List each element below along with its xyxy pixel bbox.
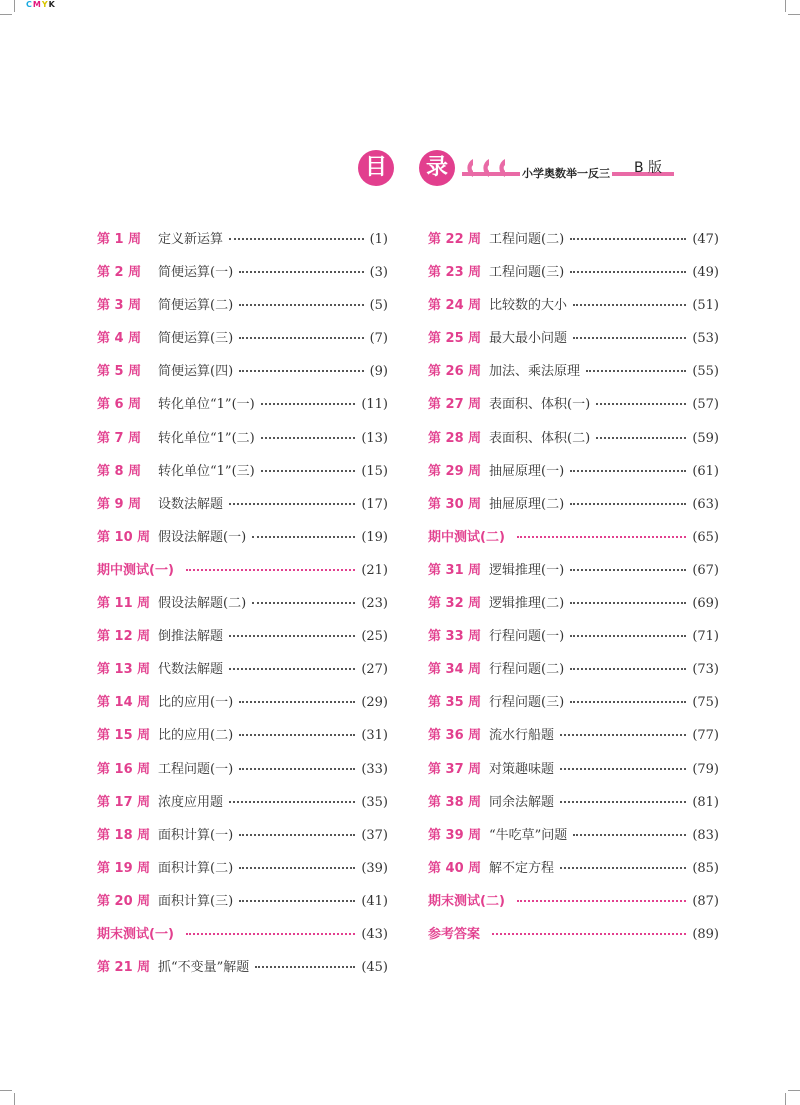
toc-entry[interactable] <box>97 857 388 890</box>
toc-entry-page: (77) <box>692 728 719 744</box>
toc-entry[interactable] <box>428 460 719 493</box>
toc-entry-label: 第 23 周 <box>428 265 482 281</box>
toc-entry-page: (13) <box>361 430 388 446</box>
toc-entry-title: 浓度应用题 <box>158 794 224 810</box>
toc-entry-label: 第 20 周 <box>97 893 151 909</box>
dot-leader <box>239 701 355 703</box>
toc-entry[interactable] <box>428 857 719 890</box>
dot-leader <box>239 867 355 869</box>
toc-entry-label: 第 15 周 <box>97 728 151 744</box>
toc-entry-title: 转化单位“1”(一) <box>158 397 255 413</box>
toc-entry[interactable] <box>428 228 719 261</box>
toc-entry-page: (85) <box>692 860 719 876</box>
toc-entry-page: (23) <box>361 596 388 612</box>
dot-leader <box>239 900 355 902</box>
dot-leader <box>239 337 363 339</box>
toc-entry-title: 面积计算(一) <box>158 827 234 843</box>
dot-leader <box>560 801 686 803</box>
toc-entry-title: 比的应用(二) <box>158 728 234 744</box>
toc-entry-label: 第 36 周 <box>428 728 482 744</box>
toc-entry-title: 抽屉原理(一) <box>489 463 565 479</box>
toc-entry-title: 同余法解题 <box>489 794 555 810</box>
toc-entry-page: (57) <box>692 397 719 413</box>
toc-entry[interactable] <box>97 526 388 559</box>
dot-leader <box>239 370 363 372</box>
toc-entry-title: 假设法解题(二) <box>158 596 247 612</box>
toc-entry[interactable] <box>97 824 388 857</box>
crop-mark <box>0 14 12 15</box>
toc-entry-page: (7) <box>369 331 388 347</box>
dot-leader <box>573 337 686 339</box>
toc-entry[interactable] <box>97 460 388 493</box>
toc-entry-label: 第 24 周 <box>428 298 482 314</box>
dot-leader <box>570 238 686 240</box>
toc-entry-title: 逻辑推理(二) <box>489 596 565 612</box>
toc-entry[interactable] <box>97 493 388 526</box>
toc-entry[interactable] <box>97 658 388 691</box>
dot-leader <box>252 602 355 604</box>
dot-leader <box>261 437 356 439</box>
toc-entry-title: 工程问题(三) <box>489 265 565 281</box>
dot-leader <box>239 834 355 836</box>
edition-label: B 版 <box>634 160 663 176</box>
toc-entry-page: (5) <box>369 298 388 314</box>
toc-entry-page: (87) <box>692 893 719 909</box>
dot-leader <box>570 470 686 472</box>
toc-entry-title: 面积计算(二) <box>158 860 234 876</box>
book-subtitle: 小学奥数举一反三 <box>522 167 610 180</box>
toc-entry-page: (49) <box>692 265 719 281</box>
toc-entry-label: 第 34 周 <box>428 662 482 678</box>
toc-entry-page: (47) <box>692 232 719 247</box>
toc-entry[interactable] <box>97 758 388 791</box>
toc-entry-title: 比的应用(一) <box>158 695 234 711</box>
toc-entry-label: 第 27 周 <box>428 397 482 413</box>
toc-entry-title: 逻辑推理(一) <box>489 562 565 578</box>
toc-entry[interactable] <box>428 691 719 724</box>
crop-mark <box>788 1090 800 1091</box>
dot-leader <box>229 635 355 637</box>
toc-entry-title: 定义新运算 <box>158 232 224 247</box>
toc-entry[interactable] <box>97 791 388 824</box>
toc-header <box>358 148 688 193</box>
toc-entry-label: 第 4 周 <box>97 331 142 347</box>
toc-entry[interactable] <box>428 294 719 327</box>
toc-entry-title: “牛吃草”问题 <box>489 827 568 843</box>
toc-entry-label: 期中测试(一) <box>97 562 174 578</box>
toc-entry[interactable] <box>428 724 719 757</box>
toc-entry[interactable] <box>428 592 719 625</box>
toc-entry-page: (19) <box>361 529 388 545</box>
toc-entry-label: 第 19 周 <box>97 860 151 876</box>
toc-entry-page: (65) <box>692 529 719 545</box>
toc-entry-label: 第 10 周 <box>97 529 151 545</box>
toc-entry-title: 简便运算(三) <box>158 331 234 347</box>
toc-entry-title: 工程问题(二) <box>489 232 565 247</box>
toc-entry-label: 第 31 周 <box>428 562 482 578</box>
toc-entry-label: 第 28 周 <box>428 430 482 446</box>
toc-entry-title: 对策趣味题 <box>489 761 555 777</box>
toc-entry-page: (81) <box>692 794 719 810</box>
toc-entry[interactable] <box>97 724 388 757</box>
dot-leader <box>186 933 355 935</box>
toc-entry[interactable] <box>97 393 388 426</box>
toc-entry-page: (27) <box>361 662 388 678</box>
toc-entry[interactable] <box>428 526 719 559</box>
toc-entry-label: 第 14 周 <box>97 695 151 711</box>
dot-leader <box>261 403 356 405</box>
dot-leader <box>229 668 355 670</box>
toc-entry-label: 第 8 周 <box>97 463 142 479</box>
dot-leader <box>570 271 686 273</box>
dot-leader <box>255 966 355 968</box>
toc-entry[interactable] <box>428 261 719 294</box>
toc-entry-page: (61) <box>692 463 719 479</box>
toc-entry-page: (9) <box>369 364 388 380</box>
toc-entry-page: (73) <box>692 662 719 678</box>
toc-entry[interactable] <box>97 559 388 592</box>
toc-entry-title: 行程问题(三) <box>489 695 565 711</box>
toc-entry[interactable] <box>428 824 719 857</box>
toc-entry-label: 第 18 周 <box>97 827 151 843</box>
dot-leader <box>560 768 686 770</box>
toc-entry[interactable] <box>97 327 388 360</box>
toc-entry-page: (63) <box>692 496 719 512</box>
toc-entry[interactable] <box>428 890 719 923</box>
toc-entry-title: 设数法解题 <box>158 496 224 512</box>
toc-entry[interactable] <box>97 360 388 393</box>
title-char-mu: 目 <box>358 150 394 186</box>
toc-entry-page: (55) <box>692 364 719 380</box>
toc-entry[interactable] <box>428 360 719 393</box>
toc-entry-title: 表面积、体积(一) <box>489 397 591 413</box>
toc-entry-title: 加法、乘法原理 <box>489 364 581 380</box>
toc-entry-page: (83) <box>692 827 719 843</box>
dot-leader <box>570 635 686 637</box>
dot-leader <box>560 734 686 736</box>
dot-leader <box>560 867 686 869</box>
toc-entry-label: 参考答案 <box>428 926 481 942</box>
toc-entry[interactable] <box>428 427 719 460</box>
toc-entry[interactable] <box>97 956 388 989</box>
toc-entry-label: 第 40 周 <box>428 860 482 876</box>
toc-entry-page: (37) <box>361 827 388 843</box>
toc-entry-page: (29) <box>361 695 388 711</box>
dot-leader <box>239 304 363 306</box>
toc-entry[interactable] <box>428 493 719 526</box>
crop-mark <box>14 0 15 12</box>
toc-entry-page: (21) <box>361 562 388 578</box>
dot-leader <box>570 503 686 505</box>
toc-entry-title: 比较数的大小 <box>489 298 568 314</box>
toc-entry-page: (1) <box>369 232 388 247</box>
toc-entry-label: 第 21 周 <box>97 960 151 976</box>
toc-entry-title: 工程问题(一) <box>158 761 234 777</box>
dot-leader <box>570 701 686 703</box>
toc-entry-page: (35) <box>361 794 388 810</box>
dot-leader <box>570 602 686 604</box>
toc-entry-page: (89) <box>692 926 719 942</box>
dot-leader <box>517 536 686 538</box>
toc-entry-title: 解不定方程 <box>489 860 555 876</box>
toc-entry-label: 第 33 周 <box>428 629 482 645</box>
toc-entry[interactable] <box>97 228 388 261</box>
toc-entry-title: 简便运算(四) <box>158 364 234 380</box>
toc-entry-page: (15) <box>361 463 388 479</box>
toc-entry-title: 表面积、体积(二) <box>489 430 591 446</box>
dot-leader <box>252 536 355 538</box>
dot-leader <box>573 834 686 836</box>
toc-entry-label: 第 7 周 <box>97 430 142 446</box>
toc-column-right <box>428 228 719 956</box>
toc-entry-label: 期末测试(二) <box>428 893 505 909</box>
cmyk-print-mark: CMYK <box>26 0 56 9</box>
toc-entry-page: (79) <box>692 761 719 777</box>
toc-entry-page: (17) <box>361 496 388 512</box>
toc-entry-page: (33) <box>361 761 388 777</box>
toc-entry-page: (3) <box>369 265 388 281</box>
toc-entry[interactable] <box>428 625 719 658</box>
toc-entry[interactable] <box>428 559 719 592</box>
dot-leader <box>570 569 686 571</box>
dot-leader <box>596 437 686 439</box>
dot-leader <box>570 668 686 670</box>
toc-entry[interactable] <box>97 625 388 658</box>
toc-entry-title: 抽屉原理(二) <box>489 496 565 512</box>
toc-entry[interactable] <box>428 923 719 956</box>
toc-entry-label: 第 37 周 <box>428 761 482 777</box>
toc-entry-title: 最大最小问题 <box>489 331 568 347</box>
crop-mark <box>788 14 800 15</box>
toc-entry-page: (39) <box>361 860 388 876</box>
dot-leader <box>186 569 355 571</box>
toc-entry-label: 第 12 周 <box>97 629 151 645</box>
dot-leader <box>586 370 686 372</box>
toc-entry[interactable] <box>97 261 388 294</box>
toc-entry[interactable] <box>97 691 388 724</box>
toc-entry-label: 第 25 周 <box>428 331 482 347</box>
toc-entry-label: 第 16 周 <box>97 761 151 777</box>
toc-entry-label: 第 30 周 <box>428 496 482 512</box>
toc-entry-label: 第 5 周 <box>97 364 142 380</box>
crop-mark <box>0 1090 12 1091</box>
dot-leader <box>517 900 686 902</box>
crop-mark <box>14 1093 15 1105</box>
toc-entry-title: 行程问题(二) <box>489 662 565 678</box>
dot-leader <box>261 470 356 472</box>
toc-entry-label: 第 22 周 <box>428 232 482 247</box>
toc-entry-title: 面积计算(三) <box>158 893 234 909</box>
toc-entry-title: 代数法解题 <box>158 662 224 678</box>
dot-leader <box>596 403 686 405</box>
toc-entry[interactable] <box>97 592 388 625</box>
toc-entry-page: (75) <box>692 695 719 711</box>
toc-column-left <box>97 228 388 989</box>
title-char-lu: 录 <box>419 150 455 186</box>
toc-entry-title: 转化单位“1”(二) <box>158 430 255 446</box>
toc-entry-title: 流水行船题 <box>489 728 555 744</box>
toc-entry-page: (41) <box>361 893 388 909</box>
toc-entry-label: 期末测试(一) <box>97 926 174 942</box>
toc-entry-title: 抓“不变量”解题 <box>158 960 250 976</box>
toc-entry-label: 第 29 周 <box>428 463 482 479</box>
toc-entry-page: (25) <box>361 629 388 645</box>
dot-leader <box>239 768 355 770</box>
toc-entry[interactable] <box>428 758 719 791</box>
dot-leader <box>573 304 686 306</box>
toc-entry-label: 第 9 周 <box>97 496 142 512</box>
dot-leader <box>229 503 355 505</box>
toc-entry[interactable] <box>428 393 719 426</box>
toc-entry-label: 期中测试(二) <box>428 529 505 545</box>
toc-entry-title: 简便运算(二) <box>158 298 234 314</box>
toc-entry-label: 第 6 周 <box>97 397 142 413</box>
toc-entry-label: 第 17 周 <box>97 794 151 810</box>
toc-entry-page: (45) <box>361 960 388 976</box>
dot-leader <box>239 734 355 736</box>
dot-leader <box>229 801 355 803</box>
toc-entry-label: 第 38 周 <box>428 794 482 810</box>
toc-entry-label: 第 11 周 <box>97 596 151 612</box>
toc-entry-page: (67) <box>692 562 719 578</box>
toc-entry[interactable] <box>97 294 388 327</box>
toc-entry-page: (51) <box>692 298 719 314</box>
toc-entry[interactable] <box>428 658 719 691</box>
toc-entry-title: 倒推法解题 <box>158 629 224 645</box>
crop-mark <box>785 0 786 12</box>
toc-entry-page: (31) <box>361 728 388 744</box>
crop-mark <box>785 1093 786 1105</box>
toc-entry-page: (59) <box>692 430 719 446</box>
dot-leader <box>239 271 363 273</box>
toc-entry-title: 假设法解题(一) <box>158 529 247 545</box>
toc-entry[interactable] <box>97 427 388 460</box>
toc-entry-page: (69) <box>692 596 719 612</box>
toc-entry[interactable] <box>428 327 719 360</box>
dot-leader <box>492 933 686 935</box>
toc-entry-title: 简便运算(一) <box>158 265 234 281</box>
toc-entry-page: (43) <box>361 926 388 942</box>
toc-entry-title: 行程问题(一) <box>489 629 565 645</box>
toc-entry-page: (71) <box>692 629 719 645</box>
toc-entry-label: 第 1 周 <box>97 232 142 247</box>
toc-entry[interactable] <box>97 923 388 956</box>
toc-entry-label: 第 26 周 <box>428 364 482 380</box>
toc-entry-page: (53) <box>692 331 719 347</box>
toc-entry-label: 第 3 周 <box>97 298 142 314</box>
toc-entry-page: (11) <box>361 397 388 413</box>
toc-entry-label: 第 39 周 <box>428 827 482 843</box>
toc-entry-title: 转化单位“1”(三) <box>158 463 255 479</box>
toc-entry-label: 第 2 周 <box>97 265 142 281</box>
toc-entry[interactable] <box>428 791 719 824</box>
toc-entry-label: 第 32 周 <box>428 596 482 612</box>
toc-entry-label: 第 13 周 <box>97 662 151 678</box>
dot-leader <box>229 238 364 240</box>
toc-entry-label: 第 35 周 <box>428 695 482 711</box>
toc-entry[interactable] <box>97 890 388 923</box>
